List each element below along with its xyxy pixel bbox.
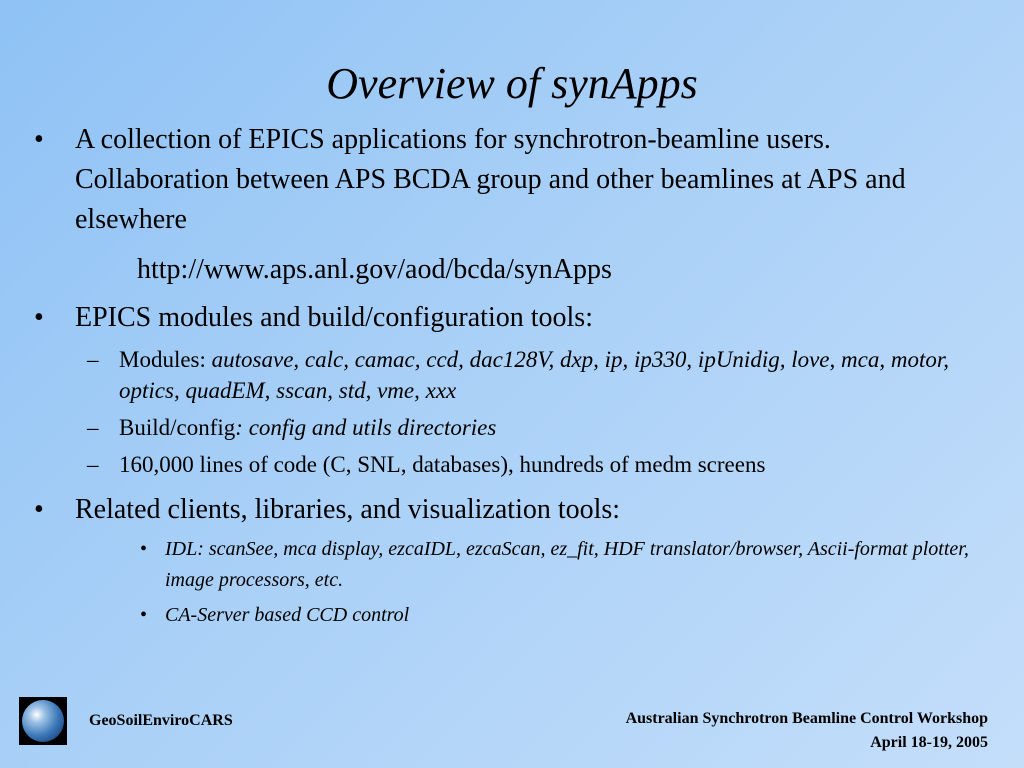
bullet-related-clients bbox=[30, 490, 990, 530]
bullet-synapps-collection bbox=[30, 120, 990, 240]
footer-left bbox=[19, 697, 233, 745]
sub-bullet-text: IDL: scanSee, mca display, ezcaIDL, ezcaScan, ez_fit, HDF translator/browser, Ascii-format plotter, image processors, etc. bbox=[165, 538, 969, 591]
bullet-dot: • bbox=[34, 494, 44, 525]
dash-marker: – bbox=[87, 347, 99, 372]
slide-title: Overview of synApps bbox=[326, 59, 698, 108]
slide-content bbox=[30, 120, 990, 631]
bullet-dot: • bbox=[140, 538, 148, 560]
bullet-text: EPICS modules and build/configuration tools: bbox=[75, 302, 593, 333]
bullet-text: Related clients, libraries, and visualization tools: bbox=[75, 494, 621, 525]
lines-text: 160,000 lines of code (C, SNL, databases), hundreds of medm screens bbox=[119, 452, 766, 477]
dash-marker: – bbox=[87, 415, 99, 440]
dash-marker: – bbox=[87, 452, 99, 477]
sub-bullet-lines-of-code bbox=[30, 449, 990, 480]
sub-bullet-idl-tools bbox=[30, 534, 990, 596]
sub-bullet-ca-server bbox=[30, 600, 990, 631]
earth-globe-icon bbox=[19, 697, 67, 745]
event-name: Australian Synchrotron Beamline Control Workshop bbox=[625, 710, 988, 727]
event-date: April 18-19, 2005 bbox=[870, 734, 988, 751]
bullet-dot: • bbox=[140, 604, 148, 626]
sub-bullet-modules bbox=[30, 344, 990, 406]
bullet-dot: • bbox=[34, 124, 44, 155]
sub-bullet-text: CA-Server based CCD control bbox=[165, 604, 410, 626]
bullet-dot: • bbox=[34, 302, 44, 333]
bullet-text: A collection of EPICS applications for synchrotron-beamline users. Collaboration between APS BCDA group and other beamlines at APS and elsewhere bbox=[75, 124, 906, 235]
bullet-epics-modules bbox=[30, 298, 990, 338]
synapps-url: http://www.aps.anl.gov/aod/bcda/synApps bbox=[137, 254, 612, 285]
sub-bullet-build-config bbox=[30, 412, 990, 443]
build-label: Build/config bbox=[119, 415, 236, 440]
modules-label: Modules: bbox=[119, 347, 212, 372]
footer-right bbox=[626, 707, 988, 755]
organization-name: GeoSoilEnviroCARS bbox=[89, 712, 233, 729]
build-text: : config and utils directories bbox=[235, 415, 497, 440]
modules-list: autosave, calc, camac, ccd, dac128V, dxp, ip, ip330, ipUnidig, love, mca, motor, optics, quadEM, sscan, std, vme, xxx bbox=[119, 347, 949, 403]
